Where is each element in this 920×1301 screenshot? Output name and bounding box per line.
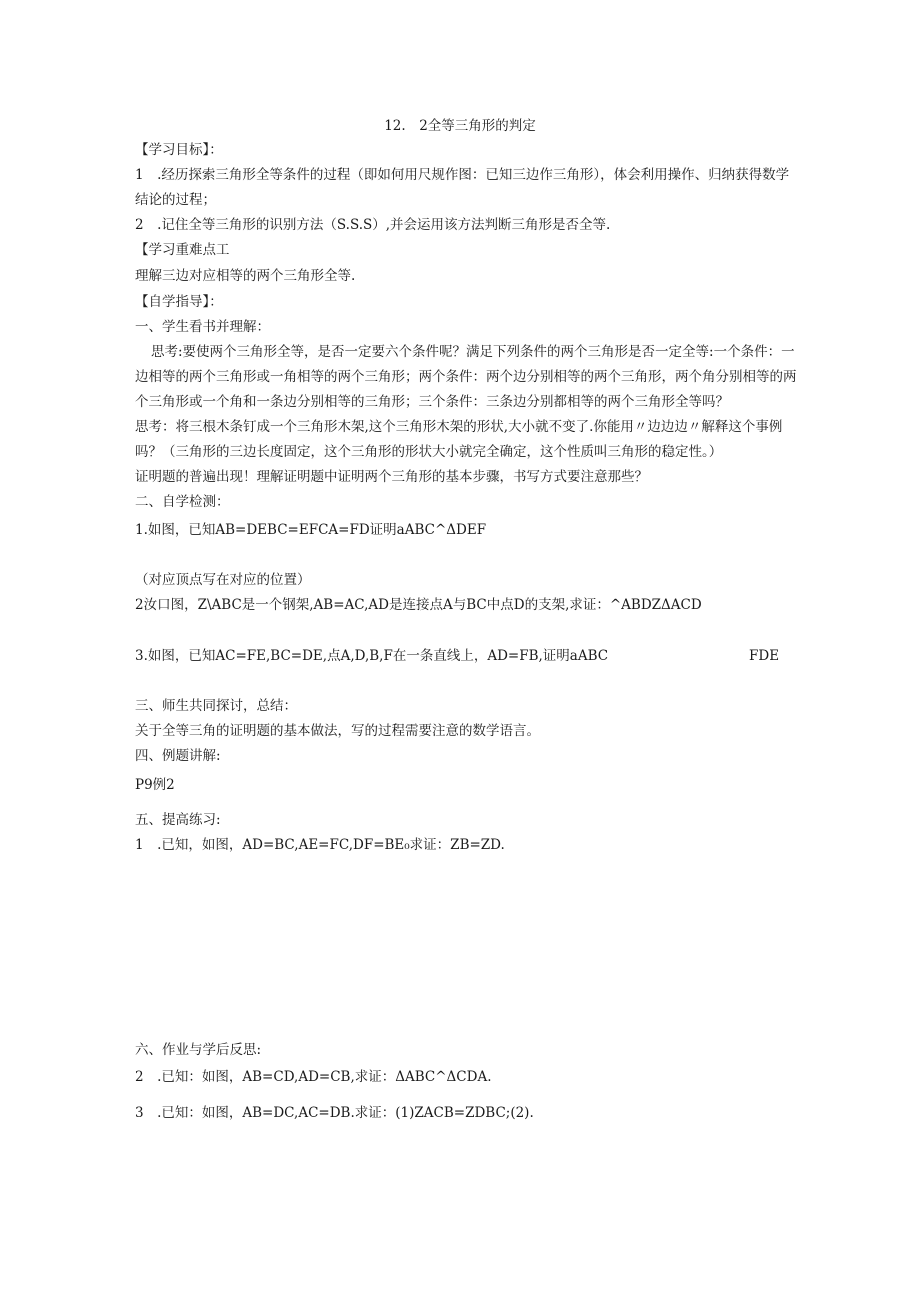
goal-1: 1 .经历探索三角形全等条件的过程（即如何用尺规作图：已知三边作三角形），体会利用操作、归纳获得数学 [135, 167, 790, 183]
think-2-line-a: 思考：将三根木条钉成一个三角形木架,这个三角形木架的形状,大小就不变了.你能用〃边边边〃解释这个事例 [135, 419, 783, 435]
section-4-heading: 四、例题讲解: [135, 748, 221, 764]
homework-3: 3 .已知：如图，AB=DC,AC=DB.求证：(1)ZACB=ZDBC;(2). [135, 1105, 534, 1121]
section-2-heading: 二、自学检测： [135, 494, 230, 510]
section-5-heading: 五、提高练习: [135, 812, 221, 828]
goal-2: 2 .记住全等三角形的识别方法（S.S.S）,并会运用该方法判断三角形是否全等. [135, 217, 611, 233]
think-1-line-a: 思考:要使两个三角形全等，是否一定要六个条件呢？满足下列条件的两个三角形是否一定全等:一个条件：一 [151, 344, 795, 360]
question-3-right: FDE [749, 648, 780, 664]
proof-note: 证明题的普遍出现！理解证明题中证明两个三角形的基本步骤，书写方式要注意那些？ [135, 469, 648, 485]
practice-1: 1 .已知，如图，AD=BC,AE=FC,DF=BE₀求证：ZB=ZD. [135, 837, 505, 853]
heading-key-points: 【学习重难点工 [135, 242, 230, 258]
heading-self-study: 【自学指导】： [135, 294, 223, 310]
question-1: 1.如图，已知AB=DEBC=EFCA=FD证明aABC^ΔDEF [135, 522, 487, 538]
summary-text: 关于全等三角的证明题的基本做法，写的过程需要注意的数学语言。 [135, 723, 540, 739]
homework-2: 2 .已知：如图，AB=CD,AD=CB,求证：ΔABC^ΔCDA. [135, 1069, 492, 1085]
section-1-heading: 一、学生看书并理解： [135, 319, 270, 335]
think-1-line-c: 个三角形或一个角和一条边分别相等的三角形；三个条件：三条边分别都相等的两个三角形全等吗？ [135, 394, 729, 410]
key-points-text: 理解三边对应相等的两个三角形全等. [135, 268, 356, 284]
section-3-heading: 三、师生共同探讨，总结： [135, 698, 297, 714]
question-3: 3.如图，已知AC=FE,BC=DE,点A,D,B,F在一条直线上，AD=FB,证明aABC [135, 648, 609, 664]
page-title: 12. 2全等三角形的判定 [384, 118, 536, 134]
question-1-note: （对应顶点写在对应的位置） [135, 572, 311, 588]
goal-1-continued: 结论的过程； [135, 192, 216, 208]
think-2-line-b: 吗？（三角形的三边长度固定，这个三角形的形状大小就完全确定，这个性质叫三角形的稳定性。） [135, 444, 723, 460]
example-ref: P9例2 [135, 777, 175, 793]
section-6-heading: 六、作业与学后反思: [135, 1042, 262, 1058]
think-1-line-b: 边相等的两个三角形或一角相等的两个三角形；两个条件：两个边分别相等的两个三角形，两个角分别相等的两 [135, 369, 797, 385]
question-2: 2汝口图，Z\ABC是一个钢架,AB=AC,AD是连接点A与BC中点D的支架,求证：^ABDZΔACD [135, 597, 702, 613]
heading-learning-goals: 【学习目标】： [135, 142, 223, 158]
